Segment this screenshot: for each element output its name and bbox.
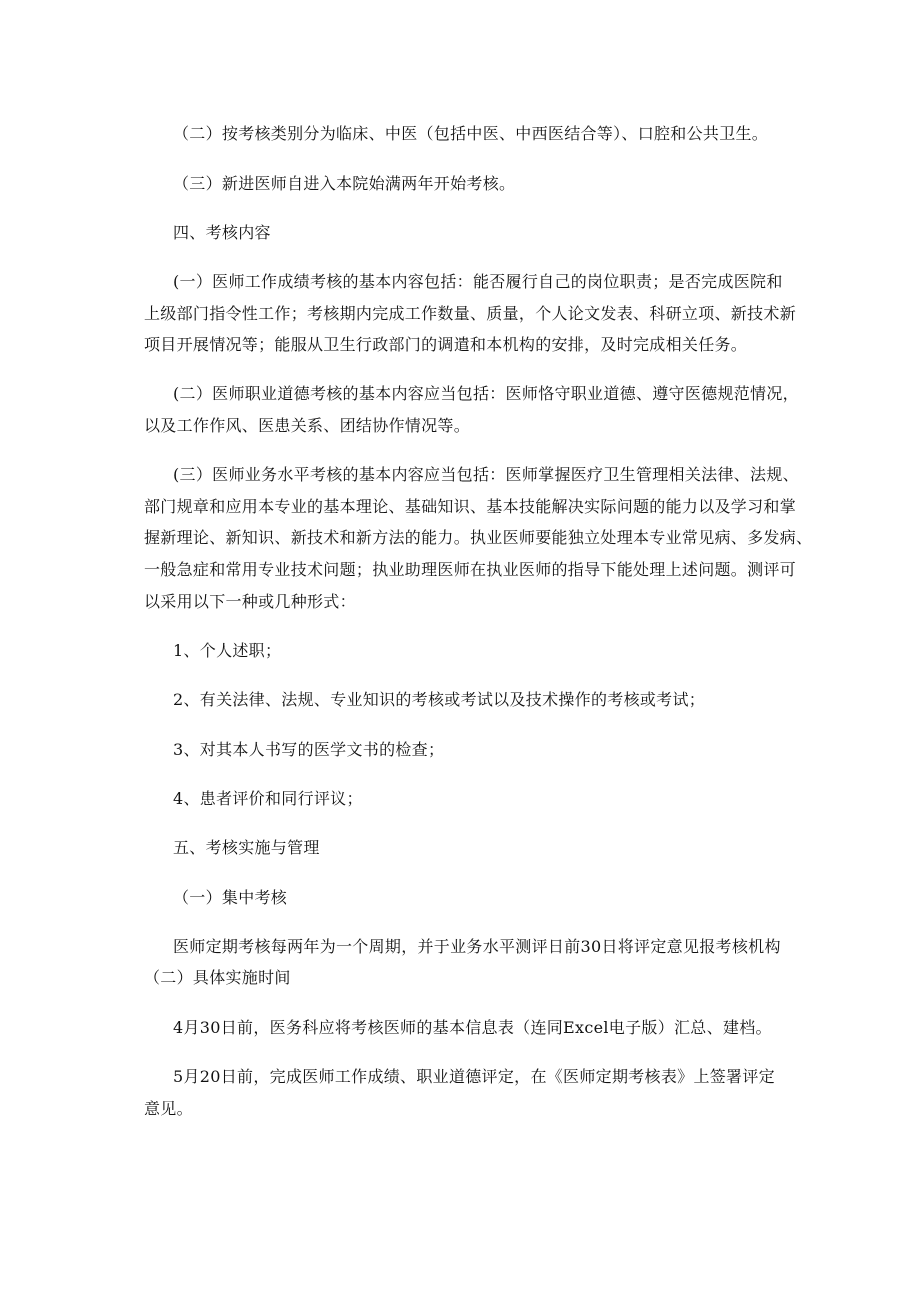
list-item-4: 4、患者评价和同行评议； (173, 789, 363, 808)
para-professional-skill-line-1: (三）医师业务水平考核的基本内容应当包括：医师掌握医疗卫生管理相关法律、法规、 (173, 465, 799, 484)
para-april-deadline: 4月30日前，医务科应将考核医师的基本信息表（连同Excel电子版）汇总、建档。 (173, 1018, 772, 1037)
para-cycle-line-1: 医师定期考核每两年为一个周期，并于业务水平测评日前30日将评定意见报考核机构 (173, 937, 781, 956)
para-may-deadline-line-1: 5月20日前，完成医师工作成绩、职业道德评定，在《医师定期考核表》上签署评定 (173, 1067, 775, 1086)
section-heading-implementation: 五、考核实施与管理 (173, 838, 320, 857)
para-new-physicians: （三）新进医师自进入本院始满两年开始考核。 (173, 174, 516, 193)
para-professional-skill-line-4: 一般急症和常用专业技术问题；执业助理医师在执业医师的指导下能处理上述问题。测评可 (144, 560, 797, 579)
para-work-performance-line-1: (一）医师工作成绩考核的基本内容包括：能否履行自己的岗位职责；是否完成医院和 (173, 272, 783, 291)
list-item-2: 2、有关法律、法规、专业知识的考核或考试以及技术操作的考核或考试； (173, 690, 706, 709)
para-professional-skill-line-5: 以采用以下一种或几种形式： (144, 592, 356, 611)
subheading-centralized-assessment: （一）集中考核 (173, 888, 288, 907)
para-professional-ethics-line-1: (二）医师职业道德考核的基本内容应当包括：医师恪守职业道德、遵守医德规范情况， (173, 384, 799, 403)
para-assessment-categories: （二）按考核类别分为临床、中医（包括中医、中西医结合等）、口腔和公共卫生。 (173, 124, 769, 143)
para-professional-skill-line-2: 部门规章和应用本专业的基本理论、基础知识、基本技能解决实际问题的能力以及学习和掌 (144, 497, 797, 516)
section-heading-assessment-content: 四、考核内容 (173, 223, 271, 242)
para-work-performance-line-2: 上级部门指令性工作；考核期内完成工作数量、质量，个人论文发表、科研立项、新技术新 (144, 304, 797, 323)
para-professional-ethics-line-2: 以及工作作风、医患关系、团结协作情况等。 (144, 416, 471, 435)
para-work-performance-line-3: 项目开展情况等；能服从卫生行政部门的调遣和本机构的安排，及时完成相关任务。 (144, 335, 748, 354)
list-item-3: 3、对其本人书写的医学文书的检查； (173, 740, 445, 759)
para-cycle-line-2: （二）具体实施时间 (144, 968, 291, 987)
list-item-1: 1、个人述职； (173, 641, 282, 660)
para-may-deadline-line-2: 意见。 (144, 1099, 193, 1118)
para-professional-skill-line-3: 握新理论、新知识、新技术和新方法的能力。执业医师要能独立处理本专业常见病、多发病、 (144, 528, 813, 547)
